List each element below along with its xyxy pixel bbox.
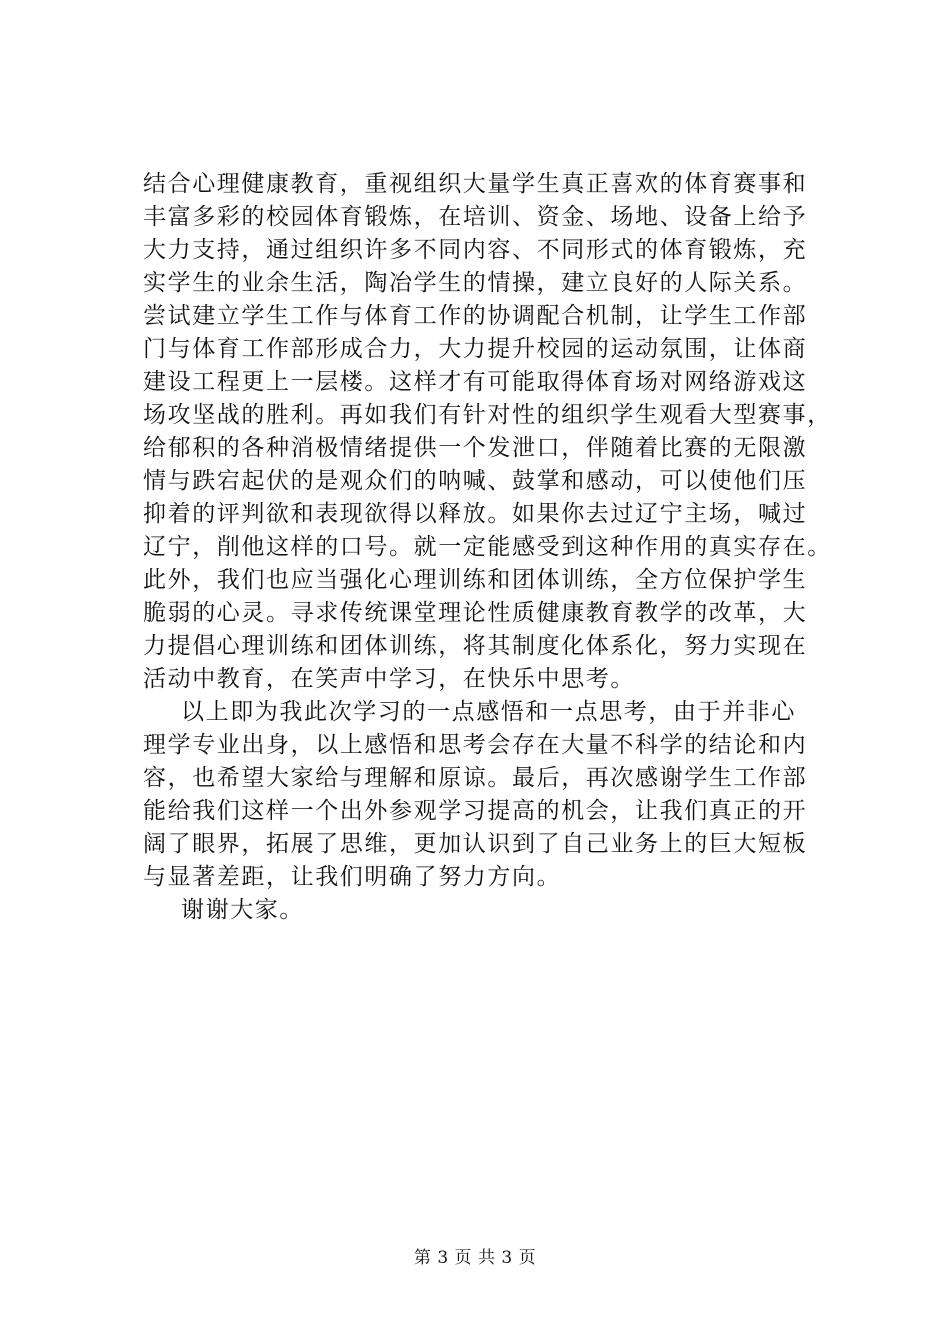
text-line: 辽宁，削他这样的口号。就一定能感受到这种作用的真实存在。 bbox=[143, 534, 832, 560]
text-line: 能给我们这样一个出外参观学习提高的机会，让我们真正的开 bbox=[143, 798, 808, 824]
text-line: 此外，我们也应当强化心理训练和团体训练，全方位保护学生 bbox=[143, 567, 808, 593]
body-text bbox=[143, 168, 863, 927]
text-line: 建设工程更上一层楼。这样才有可能取得体育场对网络游戏这 bbox=[143, 369, 808, 395]
text-line: 大力支持，通过组织许多不同内容、不同形式的体育锻炼，充 bbox=[143, 237, 808, 263]
text-line: 场攻坚战的胜利。再如我们有针对性的组织学生观看大型赛事， bbox=[143, 402, 832, 428]
text-line: 阔了眼界，拓展了思维，更加认识到了自己业务上的巨大短板 bbox=[143, 831, 808, 857]
text-line: 与显著差距，让我们明确了努力方向。 bbox=[143, 864, 562, 890]
text-line: 给郁积的各种消极情绪提供一个发泄口，伴随着比赛的无限激 bbox=[143, 435, 808, 461]
text-line: 丰富多彩的校园体育锻炼，在培训、资金、场地、设备上给予 bbox=[143, 204, 808, 230]
text-line: 实学生的业余生活，陶冶学生的情操，建立良好的人际关系。 bbox=[143, 270, 808, 296]
closing-line: 谢谢大家。 bbox=[181, 897, 304, 923]
text-line: 抑着的评判欲和表现欲得以释放。如果你去过辽宁主场，喊过 bbox=[143, 501, 808, 527]
text-line: 力提倡心理训练和团体训练，将其制度化体系化，努力实现在 bbox=[143, 633, 808, 659]
text-line: 结合心理健康教育，重视组织大量学生真正喜欢的体育赛事和 bbox=[143, 171, 808, 197]
paragraph-start-line: 以上即为我此次学习的一点感悟和一点思考，由于并非心 bbox=[181, 699, 796, 725]
text-line: 活动中教育，在笑声中学习，在快乐中思考。 bbox=[143, 666, 635, 692]
text-line: 情与跌宕起伏的是观众们的呐喊、鼓掌和感动，可以使他们压 bbox=[143, 468, 808, 494]
text-line: 容，也希望大家给与理解和原谅。最后，再次感谢学生工作部 bbox=[143, 765, 808, 791]
text-line: 理学专业出身，以上感悟和思考会存在大量不科学的结论和内 bbox=[143, 732, 808, 758]
text-line: 脆弱的心灵。寻求传统课堂理论性质健康教育教学的改革，大 bbox=[143, 600, 808, 626]
page-footer: 第 3 页 共 3 页 bbox=[413, 1248, 537, 1268]
text-line: 尝试建立学生工作与体育工作的协调配合机制，让学生工作部 bbox=[143, 303, 808, 329]
text-line: 门与体育工作部形成合力，大力提升校园的运动氛围，让体商 bbox=[143, 336, 808, 362]
